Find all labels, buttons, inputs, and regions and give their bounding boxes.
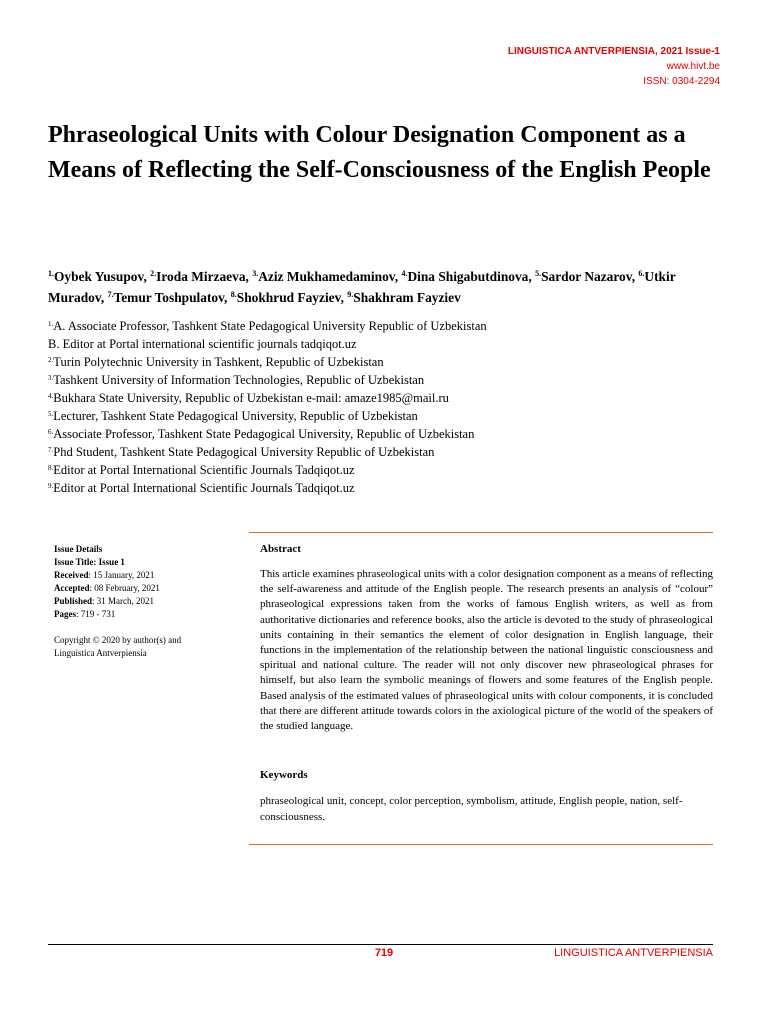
keywords-heading: Keywords: [260, 769, 308, 781]
affiliation-text: Phd Student, Tashkent State Pedagogical University Republic of Uzbekistan: [53, 445, 435, 459]
journal-website-link[interactable]: www.hivt.be: [666, 61, 720, 72]
affiliation-text: A. Associate Professor, Tashkent State Pedagogical University Republic of Uzbekistan: [53, 319, 487, 333]
affiliation-number: 1.: [48, 320, 54, 328]
accepted-label: Accepted: [54, 583, 90, 593]
accepted-date: [54, 582, 214, 595]
author-name: Oybek Yusupov,: [54, 269, 151, 284]
author-name: Shokhrud Fayziev,: [236, 290, 348, 305]
affiliation-text: Editor at Portal International Scientific Journals Tadqiqot.uz: [53, 463, 355, 477]
received-date: [54, 569, 214, 582]
author-number: 2.: [150, 269, 157, 278]
pages-value: : 719 - 731: [76, 609, 116, 619]
author-item: [231, 290, 348, 305]
author-item: [150, 269, 252, 284]
author-number: 1.: [48, 269, 54, 278]
affiliation-item: [48, 353, 728, 371]
issue-details: [54, 543, 214, 660]
page-range: [54, 608, 214, 621]
author-item: [347, 290, 461, 305]
affiliation-item: [48, 371, 728, 389]
author-number: 3.: [252, 269, 259, 278]
pages-label: Pages: [54, 609, 76, 619]
affiliation-item: [48, 461, 728, 479]
issue-details-heading: Issue Details: [54, 544, 103, 554]
received-label: Received: [54, 570, 89, 580]
abstract-bottom-rule: [249, 844, 713, 845]
author-name: Dina Shigabutdinova,: [407, 269, 536, 284]
affiliation-number: 9.: [48, 482, 54, 490]
published-value: : 31 March, 2021: [92, 596, 155, 606]
author-number: 6.: [638, 269, 645, 278]
paper-title: Phraseological Units with Colour Designation Component as a Means of Reflecting the Self-Consciousness of the English People: [48, 122, 711, 183]
affiliation-item: [48, 335, 728, 353]
affiliation-number: 6.: [48, 428, 54, 436]
abstract-heading: Abstract: [260, 543, 301, 555]
affiliation-item: [48, 317, 728, 335]
author-name: Utkir Muradov,: [48, 269, 676, 305]
issue-title: Issue Title: Issue 1: [54, 557, 125, 567]
affiliation-item: [48, 407, 728, 425]
published-date: [54, 595, 214, 608]
affiliation-number: 5.: [48, 410, 54, 418]
author-list: [48, 266, 728, 308]
author-item: [252, 269, 401, 284]
affiliation-number: 4.: [48, 392, 54, 400]
author-number: 8.: [230, 290, 237, 299]
affiliation-item: [48, 389, 728, 407]
author-name: Aziz Mukhamedaminov,: [258, 269, 402, 284]
affiliation-item: [48, 479, 728, 497]
journal-issn: ISSN: 0304-2294: [643, 76, 720, 87]
footer-rule: [48, 944, 713, 945]
affiliation-text: B. Editor at Portal international scientific journals tadqiqot.uz: [48, 337, 357, 351]
author-number: 9.: [347, 290, 354, 299]
page-number: 719: [374, 947, 394, 959]
running-header: [508, 44, 720, 89]
journal-name: LINGUISTICA ANTVERPIENSIA, 2021 Issue-1: [507, 46, 720, 57]
author-number: 4.: [401, 269, 408, 278]
author-number: 5.: [535, 269, 542, 278]
affiliation-item: [48, 443, 728, 461]
accepted-value: : 08 February, 2021: [89, 583, 160, 593]
author-name: Shakhram Fayziev: [353, 290, 461, 305]
received-value: : 15 January, 2021: [88, 570, 155, 580]
footer-journal-name: LINGUISTICA ANTVERPIENSIA: [554, 947, 713, 959]
abstract-text: This article examines phraseological units with a color designation component as a means of reflecting the self-awareness and attitude of the English people. The research presents an analysis of “colour” phraseological expressions taken from the works of famous English writers, as well as from authoritative dictionaries and reference books, also the article is devoted to the study of phraseological units containing in their semantics the element of color designation in English language, their functions in the implementation of the relationship between the national linguistic consciousness and spiritual and national culture. The reader will not only discover new phraseological phrases for himself, but also learn the symbolic meanings of flowers and some features of the English people. Based analysis of the estimated values of phraseological units with colour components, it is concluded that there are different attitude towards colors in the axiological picture of the world of the speakers of the studied language.: [260, 568, 713, 733]
affiliation-list: [48, 317, 728, 497]
author-name: Iroda Mirzaeva,: [156, 269, 253, 284]
author-item: [108, 290, 231, 305]
author-number: 7.: [107, 290, 114, 299]
author-name: Sardor Nazarov,: [541, 269, 639, 284]
affiliation-text: Tashkent University of Information Technologies, Republic of Uzbekistan: [53, 373, 425, 387]
abstract-top-rule: [249, 532, 713, 533]
author-name: Temur Toshpulatov,: [113, 290, 231, 305]
affiliation-number: 7.: [48, 446, 54, 454]
affiliation-item: [48, 425, 728, 443]
keywords-text: phraseological unit, concept, color perception, symbolism, attitude, English people, nation, self-consciousness.: [260, 795, 683, 823]
affiliation-text: Editor at Portal International Scientific Journals Tadqiqot.uz: [53, 481, 355, 495]
published-label: Published: [54, 596, 93, 606]
affiliation-text: Associate Professor, Tashkent State Pedagogical University, Republic of Uzbekistan: [53, 427, 475, 441]
author-item: [535, 269, 638, 284]
copyright-notice: Copyright © 2020 by author(s) and Linguistica Antverpiensia: [54, 635, 182, 658]
affiliation-number: 8.: [48, 464, 54, 472]
affiliation-number: 2.: [48, 356, 54, 364]
affiliation-number: 3.: [48, 374, 54, 382]
affiliation-text: Lecturer, Tashkent State Pedagogical University, Republic of Uzbekistan: [53, 409, 418, 423]
affiliation-text: Bukhara State University, Republic of Uzbekistan e-mail: amaze1985@mail.ru: [53, 391, 449, 405]
author-item: [48, 269, 150, 284]
affiliation-text: Turin Polytechnic University in Tashkent, Republic of Uzbekistan: [53, 355, 384, 369]
author-item: [401, 269, 535, 284]
